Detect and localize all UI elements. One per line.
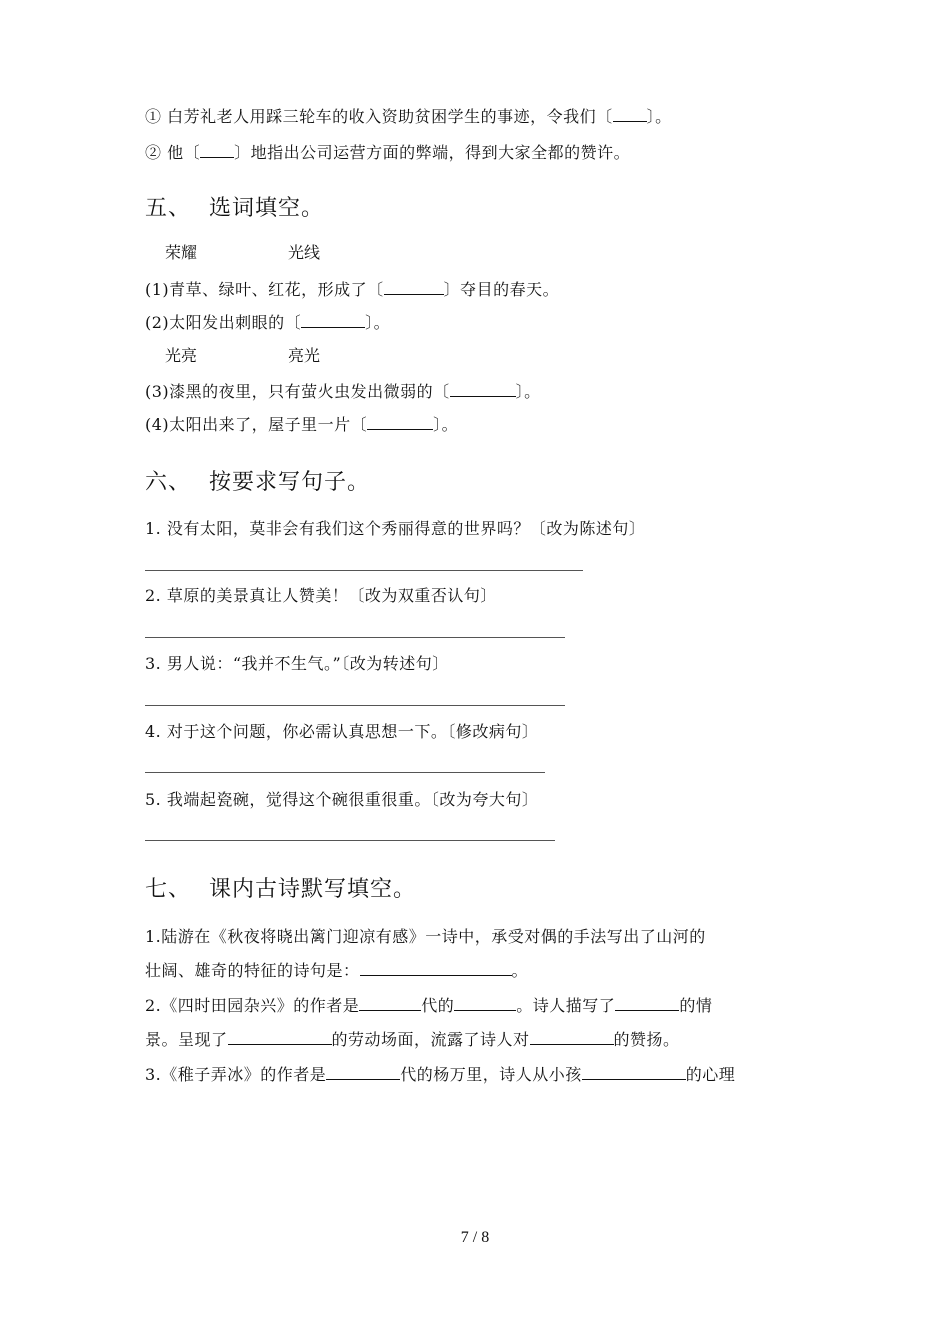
sec7-question-2-line-1: 2.《四时田园杂兴》的作者是 代的 。诗人描写了 的情 <box>145 996 713 1015</box>
sec6-heading: 六、 按要求写句子。 <box>145 470 371 495</box>
word-choices-2: 光亮 亮光 <box>165 346 321 365</box>
sec7-question-3: 3.《稚子弄冰》的作者是 代的杨万里，诗人从小孩 的心理 <box>145 1065 736 1084</box>
answer-line[interactable] <box>145 840 555 841</box>
sec7-question-1-line-1: 1.陆游在《秋夜将晓出篱门迎凉有感》一诗中，承受对偶的手法写出了山河的 <box>145 927 706 946</box>
sec4-question-2: ② 他〔 〕地指出公司运营方面的弊端，得到大家全都的赞许。 <box>145 143 631 162</box>
answer-line[interactable] <box>145 570 583 571</box>
answer-blank[interactable] <box>613 106 647 122</box>
sec7-heading: 七、 课内古诗默写填空。 <box>145 877 417 902</box>
answer-blank[interactable] <box>615 995 679 1011</box>
sec5-heading: 五、 选词填空。 <box>145 196 325 221</box>
sec6-item-3: 3. 男人说：“我并不生气。”〔改为转述句〕 <box>145 654 449 673</box>
sec6-item-5: 5. 我端起瓷碗，觉得这个碗很重很重。〔改为夸大句〕 <box>145 790 539 809</box>
sec7-question-1-line-2: 壮阔、雄奇的特征的诗句是： 。 <box>145 961 529 980</box>
answer-blank[interactable] <box>530 1029 614 1045</box>
answer-blank[interactable] <box>301 312 365 328</box>
sec4-question-1: ① 白芳礼老人用踩三轮车的收入资助贫困学生的事迹，令我们〔 〕。 <box>145 107 672 126</box>
sec5-question-1: (1)青草、绿叶、红花，形成了〔 〕夺目的春天。 <box>145 280 560 299</box>
sec6-item-4: 4. 对于这个问题，你必需认真思想一下。〔修改病句〕 <box>145 722 539 741</box>
answer-blank[interactable] <box>359 995 421 1011</box>
answer-line[interactable] <box>145 637 565 638</box>
answer-line[interactable] <box>145 772 545 773</box>
answer-blank[interactable] <box>326 1064 400 1080</box>
page-number: 7 / 8 <box>460 1229 490 1246</box>
sec5-question-4: (4)太阳出来了，屋子里一片〔 〕。 <box>145 415 459 434</box>
answer-blank[interactable] <box>367 414 433 430</box>
sec7-question-2-line-2: 景。呈现了 的劳动场面，流露了诗人对 的赞扬。 <box>145 1030 680 1049</box>
answer-blank[interactable] <box>200 142 234 158</box>
sec5-question-3: (3)漆黑的夜里，只有萤火虫发出微弱的〔 〕。 <box>145 382 541 401</box>
word-choices-1: 荣耀 光线 <box>165 243 321 262</box>
answer-blank[interactable] <box>454 995 516 1011</box>
answer-blank[interactable] <box>228 1029 332 1045</box>
answer-blank[interactable] <box>582 1064 686 1080</box>
answer-blank[interactable] <box>384 279 444 295</box>
answer-blank[interactable] <box>450 381 516 397</box>
sec5-question-2: (2)太阳发出刺眼的〔 〕。 <box>145 313 391 332</box>
answer-blank[interactable] <box>360 960 512 976</box>
sec6-item-2: 2. 草原的美景真让人赞美！〔改为双重否认句〕 <box>145 586 497 605</box>
answer-line[interactable] <box>145 705 565 706</box>
sec6-item-1: 1. 没有太阳，莫非会有我们这个秀丽得意的世界吗？〔改为陈述句〕 <box>145 519 646 538</box>
